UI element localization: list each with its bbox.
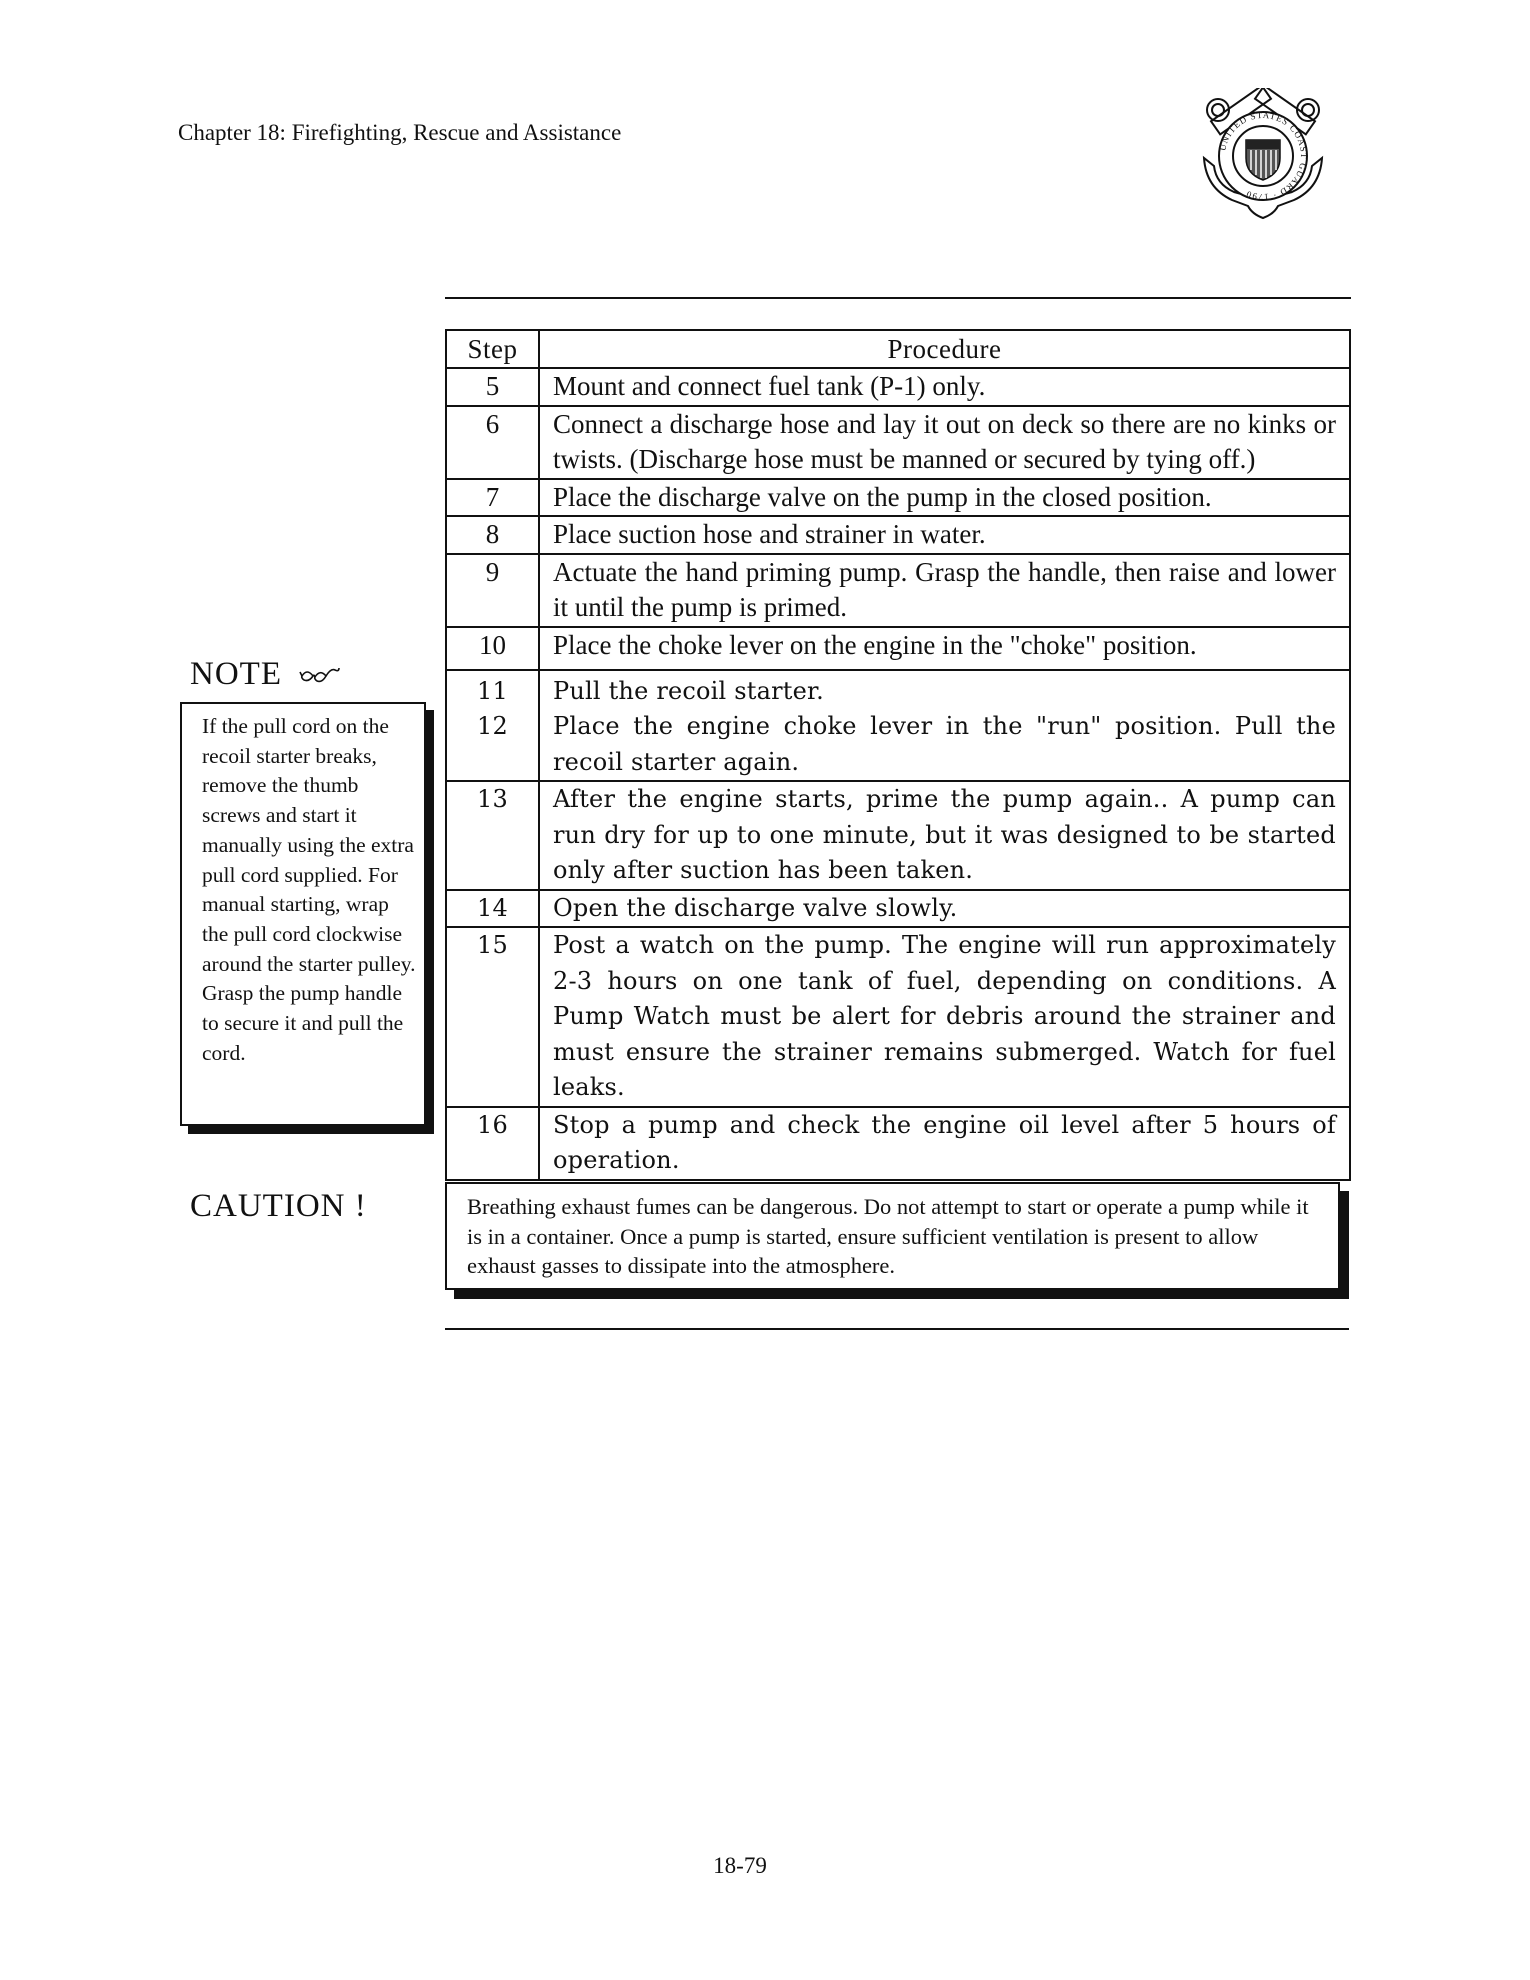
table-row [446, 368, 1350, 406]
us-coast-guard-emblem-icon [1192, 88, 1334, 223]
table-row [446, 670, 1350, 710]
step-number: 15 [446, 927, 539, 1107]
top-divider [445, 297, 1351, 299]
step-text: Actuate the hand priming pump. Grasp the handle, then raise and lower it until the pump is primed. [539, 554, 1350, 627]
table-row [446, 406, 1350, 479]
step-text: Post a watch on the pump. The engine will run approximately 2-3 hours on one tank of fuel, depending on conditions. A Pump Watch must be alert for debris around the strainer and must ensure the strainer remains submerged. Watch for fuel leaks. [539, 927, 1350, 1107]
step-text: Place the choke lever on the engine in the "choke" position. [539, 627, 1350, 670]
step-text: Pull the recoil starter. [539, 670, 1350, 710]
table-row [446, 479, 1350, 517]
eyeglasses-icon [299, 658, 341, 695]
note-box: If the pull cord on the recoil starter breaks, remove the thumb screws and start it manually using the extra pull cord supplied. For manual starting, wrap the pull cord clockwise around the starter pulley. Grasp the pump handle to secure it and pull the cord. [180, 702, 426, 1126]
step-number: 8 [446, 516, 539, 554]
caution-label: CAUTION ! [190, 1188, 367, 1224]
chapter-title: Chapter 18: Firefighting, Rescue and Assistance [178, 120, 622, 145]
step-number: 12 [446, 709, 539, 781]
step-text: Stop a pump and check the engine oil level after 5 hours of operation. [539, 1107, 1350, 1180]
table-header-row [446, 330, 1350, 368]
step-text: Place the engine choke lever in the "run" position. Pull the recoil starter again. [539, 709, 1350, 781]
step-number: 11 [446, 670, 539, 710]
caution-box: Breathing exhaust fumes can be dangerous. Do not attempt to start or operate a pump while it is in a container. Once a pump is started, ensure sufficient ventilation is present to allow exhaust gasses to dissipate into the atmosphere. [445, 1182, 1340, 1290]
table-row [446, 890, 1350, 928]
column-header-procedure: Procedure [539, 330, 1350, 368]
step-number: 10 [446, 627, 539, 670]
table-row [446, 927, 1350, 1107]
note-label: NOTE [190, 656, 282, 692]
step-text: Open the discharge valve slowly. [539, 890, 1350, 928]
step-text: Mount and connect fuel tank (P-1) only. [539, 368, 1350, 406]
step-text: Place the discharge valve on the pump in the closed position. [539, 479, 1350, 517]
column-header-step: Step [446, 330, 539, 368]
table-row [446, 627, 1350, 670]
page-number: 18-79 [713, 1853, 767, 1878]
step-number: 9 [446, 554, 539, 627]
step-number: 5 [446, 368, 539, 406]
table-row [446, 781, 1350, 890]
note-heading [190, 656, 341, 695]
step-number: 13 [446, 781, 539, 890]
table-row [446, 516, 1350, 554]
table-row [446, 1107, 1350, 1180]
procedure-table [445, 329, 1351, 1181]
svg-text:UNITED STATES COAST GUARD · 17: UNITED STATES COAST GUARD · 1790 [1217, 109, 1310, 203]
step-number: 14 [446, 890, 539, 928]
step-text: Connect a discharge hose and lay it out on deck so there are no kinks or twists. (Discharge hose must be manned or secured by tying off.) [539, 406, 1350, 479]
table-row [446, 709, 1350, 781]
step-number: 7 [446, 479, 539, 517]
step-text: Place suction hose and strainer in water. [539, 516, 1350, 554]
table-row [446, 554, 1350, 627]
step-number: 6 [446, 406, 539, 479]
step-number: 16 [446, 1107, 539, 1180]
bottom-divider [445, 1328, 1349, 1330]
step-text: After the engine starts, prime the pump again.. A pump can run dry for up to one minute, but it was designed to be started only after suction has been taken. [539, 781, 1350, 890]
